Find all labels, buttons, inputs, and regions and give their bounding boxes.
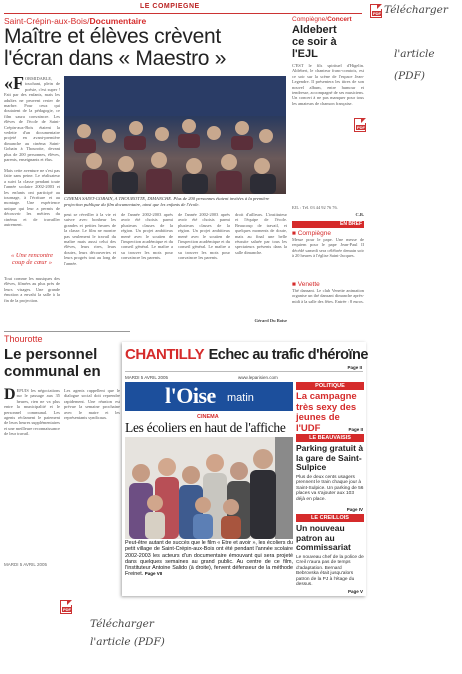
download-pdf-bottom[interactable] xyxy=(56,600,206,670)
article2-col2: Les agents rappellent que le dialogue social doit reprendre rapidement. Une réunion est prévue la semaine prochaine avec le maire et les représentants syndicaux. xyxy=(64,388,120,421)
lead-paragraph xyxy=(4,76,60,166)
lead-text: ORMIDABLE, touchant, plein de poésie, c'est super ! Fait par des enfants, mais les adultes ne peuvent rester de marbre. Pour ceux qui doutaient de la pédagogie, ce film saura convaincre. Les élèves de l'école de Saint-Crépin-aux-Bois étaient la vedette d'un documentaire projeté en avant-première dimanche au cinéma Saint-Gobain à Thourotte, devant plus de 200 personnes, élèves, parents, enseignants et élus. xyxy=(4,76,60,163)
banner-city: CHANTILLY xyxy=(125,346,205,363)
col1-text: Mais cette aventure ne s'est pas faite sans peine. Le réalisateur a suivi la classe pendant toute l'année scolaire 2002-2003 et les enfants ont participé au tournage, à l'écriture et au montage. Une expérience unique qui leur a permis de découvrir les métiers du cinéma et de travailler autrement. xyxy=(4,168,60,228)
pullquote: « Une rencontre coup de cœur » xyxy=(10,252,54,266)
box-politique xyxy=(296,382,364,432)
front-caption xyxy=(125,540,293,594)
box3-text: Le nouveau chef de la police de Creil n'aura pas de temps d'adaptation. Bernard Bebrovska était jusqu'alors patron de la PJ à l'étage du dessus. xyxy=(296,554,364,588)
front-headline: Les écoliers en haut de l'affiche xyxy=(125,420,286,435)
sidebar-info: EJL : Tél. 03 44 92 76 76. xyxy=(292,205,338,210)
brief1-title: ■ Compiègne xyxy=(292,230,331,237)
brief-label: EN BREF xyxy=(340,221,362,227)
sidebar-kicker-topic: Concert xyxy=(327,16,352,23)
pdf-icon-side-label: PDF xyxy=(357,125,365,130)
download-top-line-1: Télécharger xyxy=(384,4,448,16)
front-date: MARDI 5 AVRIL 2005 xyxy=(125,375,169,380)
front-banner xyxy=(125,346,368,372)
article-secondary xyxy=(0,330,130,590)
front-website: www.leparisien.com xyxy=(238,375,278,380)
article2-top-rule xyxy=(4,331,130,332)
section-label: CINEMA xyxy=(197,414,219,420)
sidebar-signature: C.B. xyxy=(355,212,364,217)
column-2: peut se réveiller à la vie et suivre avec bonheur les grandes et petites heures de la classe. Le film ne montre pas seulement le travail du maître mais aussi celui des élèves, leurs rires, leurs doutes, leurs découvertes et leurs progrès tout au long de l'année. xyxy=(64,212,116,266)
kicker-topic: Documentaire xyxy=(89,16,147,26)
logo-oise-matin xyxy=(125,382,293,411)
box3-headline: Un nouveau patron au commissariat xyxy=(296,523,351,552)
pdf-icon-bottom-label: PDF xyxy=(63,607,71,612)
box3-label: LE CREILLOIS xyxy=(296,514,364,522)
column-4: de l'année 2002-2003 après avoir été choisis parmi plusieurs classes de la région. Un projet ambitieux mené avec le soutien de l'inspection académique et du conseil général. Le maître a su trouver les mots pour convaincre les parents. xyxy=(178,212,230,261)
banner-text: Echec au trafic d'héroïne xyxy=(208,347,368,363)
kicker-city: Saint-Crépin-aux-Bois/ xyxy=(4,16,90,26)
brief1-text: Messe pour le pape. Une messe de requiem pour le pape Jean-Paul II décédé samedi sera célébrée demain soir à 20 heures à l'église Saint-Jacques. xyxy=(292,237,364,259)
box3-page: Page V xyxy=(347,589,363,594)
audience-photo xyxy=(64,76,286,194)
box-creillois xyxy=(296,514,364,594)
article-main xyxy=(0,0,366,330)
col1-text-2: Tout comme les musiques des élèves, filmées au plus près de leurs visages. Une grande émotion a envahi la salle à la fin de la projection. xyxy=(4,276,60,303)
box1-label: POLITIQUE xyxy=(296,382,364,390)
banner-page: Page II xyxy=(347,365,362,370)
pdf-icon-side xyxy=(354,118,366,132)
brief2-title: ■ Venette xyxy=(292,281,320,288)
article2-text: EPUIS les négociations sur le passage aux 35 heures, rien ne va plus entre la municipalité et le personnel communal. Les agents réclament le paiement de leurs heures supplémentaires et une meilleure reconnaissance de leur travail. xyxy=(4,388,60,437)
article2-kicker: Thourotte xyxy=(4,334,43,344)
article-photo xyxy=(64,76,286,194)
box2-page: Page IV xyxy=(346,507,363,512)
box2-text: Plus de deux cents usagers prennent le train chaque jour à Saint-Sulpice. Un parking de 56 places va s'ajouter aux 103 déjà en place. xyxy=(296,474,364,502)
download-top-line-3: (PDF) xyxy=(394,70,425,82)
sidebar-headline xyxy=(292,24,364,60)
box1-page: Page II xyxy=(348,427,363,432)
children-photo xyxy=(125,437,293,539)
brief2-text: Thé dansant. Le club Venette animation organise un thé dansant dimanche après-midi à la salle des fêtes. Entrée : 8 euros. xyxy=(292,288,364,304)
article2-headline-1: Le personnel xyxy=(4,346,98,363)
download-bottom-line-1: Télécharger xyxy=(90,618,154,630)
column-3: de l'année 2002-2003 après avoir été choisis parmi plusieurs classes de la région. Un projet ambitieux mené avec le soutien de l'inspection académique et du conseil général. Le maître a su trouver les mots pour convaincre les parents. xyxy=(121,212,173,261)
article-headline xyxy=(4,26,304,70)
front-caption-page: Page VII xyxy=(144,571,163,577)
box2-headline: Parking gratuit à la gare de Saint-Sulpice xyxy=(296,443,364,472)
front-photo xyxy=(125,437,293,539)
headline-line-1: Maître et élèves crèvent xyxy=(4,25,221,48)
pdf-icon-label: PDF xyxy=(373,11,381,16)
column-1 xyxy=(4,76,60,326)
lead-initial: «F xyxy=(4,76,24,93)
sidebar-text: C'EST le fils spirituel d'Higelin. Aldebert, le chanteur franc-comtois, est ce soir sur la scène de l'espace Jean-Legendre. Il présentera les titres de son nouvel album, entre humour et tendresse, accompagné de ses musiciens. Un concert à ne pas manquer pour tous les amateurs de chanson française. xyxy=(292,63,364,106)
front-caption-text: Peut-être autant de succès que le film « Etre et avoir », les écoliers du petit village de Saint-Crépin-aux-Bois ont été pendant l'année scolaire 2002-2003 les acteurs d'un documentaire émouvant qui sera projeté dans quelques semaines au grand public. Au centre de ce film, l'instituteur Antoine Salido (à droite), fervent défenseur de la méthode Freinet. xyxy=(125,540,293,578)
brief-bar xyxy=(292,221,364,228)
box1-text: La campagne très sexy des jeunes de l'UDF xyxy=(296,391,357,434)
pdf-icon xyxy=(370,4,382,18)
sidebar-kicker-city: Compiègne/ xyxy=(292,16,328,23)
header-rule xyxy=(4,13,362,14)
pdf-icon-bottom xyxy=(60,600,72,614)
download-top-line-2: l'article xyxy=(394,48,435,60)
photo-caption: CINEMA SAINT-GOBAIN, A THOUROTTE, DIMANCHE. Plus de 200 personnes étaient invitées à la première projection publique du film documentaire, ainsi que les enfants de l'école. xyxy=(64,196,270,207)
headline-line-2: l'écran dans « Maestro » xyxy=(4,47,227,70)
article2-initial: D xyxy=(4,388,16,403)
sidebar xyxy=(292,16,364,328)
sidebar-headline-2: ce soir à l'EJL xyxy=(292,36,337,60)
article2-col1 xyxy=(4,388,60,558)
logo-sub: matin xyxy=(227,392,254,404)
box-beauvaisis xyxy=(296,434,364,512)
column-5: droit d'ailleurs. L'instituteur et l'équipe de l'école. Beaucoup de travail, et quelques moments de doute, mais au final une belle réussite saluée par tous les spectateurs présents dans la salle dimanche. xyxy=(235,212,287,255)
front-page xyxy=(122,342,366,596)
article2-headline-2: communal en xyxy=(4,363,101,380)
brief1-title-text: Compiègne xyxy=(297,230,331,237)
header-city: LE COMPIEGNE xyxy=(140,3,200,10)
brief2-title-text: Venette xyxy=(297,281,320,288)
logo-main: l'Oise xyxy=(165,383,216,408)
sidebar-kicker xyxy=(292,16,364,23)
box2-label: LE BEAUVAISIS xyxy=(296,434,364,442)
download-bottom-line-2: l'article (PDF) xyxy=(90,636,165,648)
article2-date: MARDI 5 AVRIL 2005 xyxy=(4,562,48,567)
article-signature: Gérard Du Boise xyxy=(254,318,287,323)
download-pdf-top[interactable] xyxy=(370,4,460,114)
sidebar-headline-1: Aldebert xyxy=(292,24,337,36)
article2-headline xyxy=(4,346,101,380)
